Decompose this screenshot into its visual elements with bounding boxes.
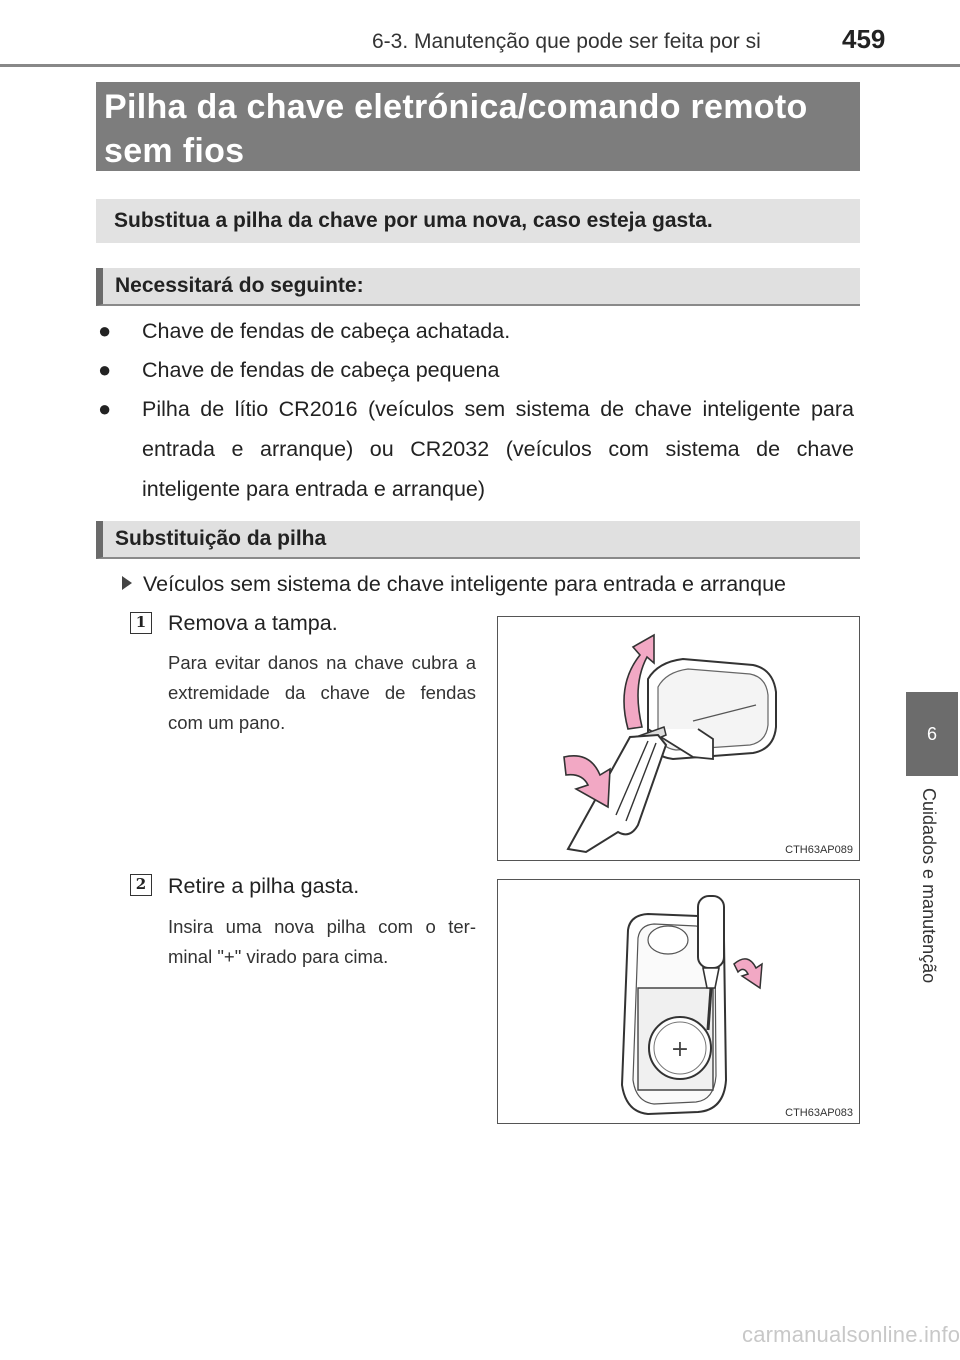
figure-remove-battery [497, 879, 860, 1124]
page-number: 459 [842, 24, 886, 54]
step-title: Retire a pilha gasta. [168, 874, 360, 898]
bullet-text: Chave de fendas de cabeça pequena [142, 358, 500, 382]
step-title: Remova a tampa. [168, 611, 338, 635]
bullet-item [98, 350, 854, 390]
bullet-dot-icon: ● [98, 396, 112, 421]
bullet-item [98, 311, 854, 351]
sub-heading-text: Veículos sem sistema de chave inteligente para entrada e arranque [143, 572, 787, 596]
bullet-text: Pilha de lítio CR2016 (veículos sem sistema de chave inteligente para entrada e arranque) ou CR2032 (veículos com sistema de chave inteligente para entrada e arranque) [142, 397, 854, 501]
bullet-dot-icon: ● [98, 318, 112, 343]
page-title: Pilha da chave eletrónica/comando remoto sem fios [96, 82, 860, 171]
figure-code: CTH63AP083 [785, 1107, 853, 1119]
step-note: Para evitar danos na chave cubra a extremidade da chave de fendas com um pano. [168, 652, 476, 733]
triangle-bullet-icon [122, 576, 132, 590]
bullet-text: Chave de fendas de cabeça achatada. [142, 319, 511, 343]
header-rule [0, 64, 960, 67]
section-heading-needed: Necessitará do seguinte: [96, 268, 860, 306]
svg-text:+: + [670, 1037, 690, 1062]
section-heading-replacement: Substituição da pilha [96, 521, 860, 559]
bullet-item [98, 389, 854, 509]
step-number-badge: 1 [130, 612, 152, 634]
key-cover-illustration [498, 617, 860, 861]
bullet-dot-icon: ● [98, 357, 112, 382]
watermark: carmanualsonline.info [742, 1322, 960, 1347]
step-note: Insira uma nova pilha com o ter-minal "+" virado para cima. [168, 916, 476, 967]
sub-heading [122, 564, 862, 604]
step-number-badge: 2 [130, 874, 152, 896]
figure-remove-cover [497, 616, 860, 861]
chapter-label: Cuidados e manutenção [919, 788, 939, 984]
figure-code: CTH63AP089 [785, 844, 853, 856]
intro-box: Substitua a pilha da chave por uma nova, caso esteja gasta. [96, 199, 860, 243]
battery-illustration [498, 880, 860, 1124]
chapter-tab[interactable]: 6 [906, 692, 958, 776]
running-header: 6-3. Manutenção que pode ser feita por si [372, 30, 761, 53]
